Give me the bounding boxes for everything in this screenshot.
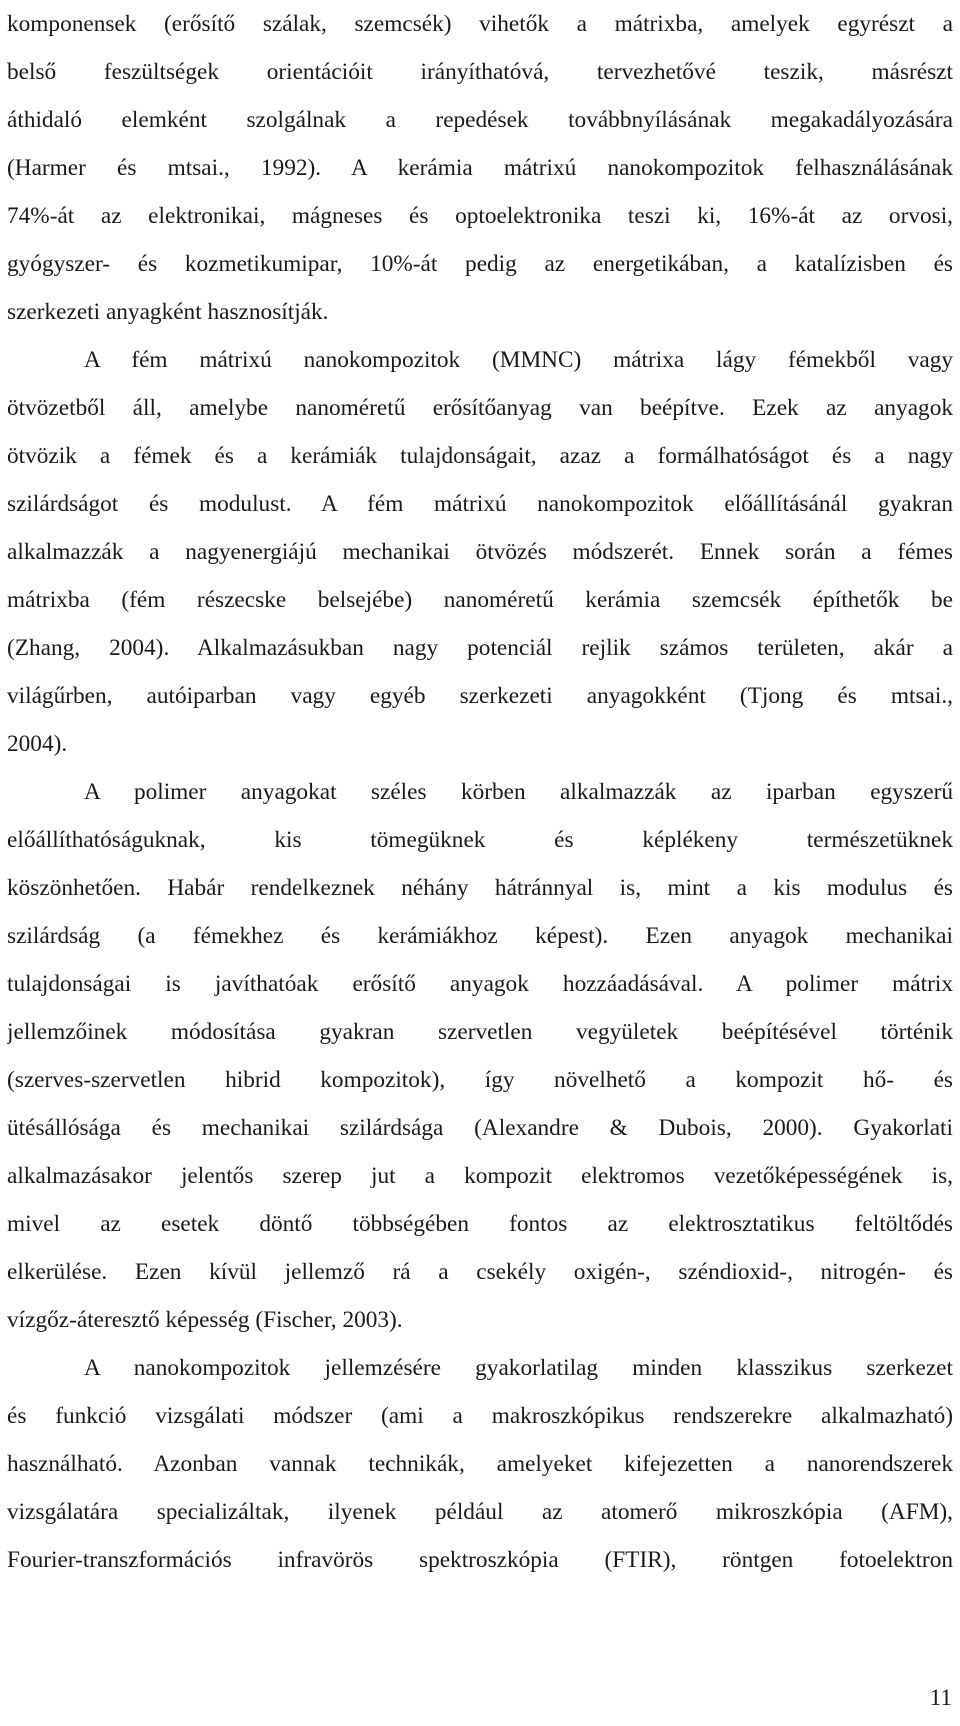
text-line: előállíthatóságuknak, kis tömegüknek és képlékeny természetüknek [7, 827, 953, 853]
body-text [7, 2, 953, 1586]
text-line: (Zhang, 2004). Alkalmazásukban nagy potenciál rejlik számos területen, akár a [7, 635, 953, 661]
text-line: alkalmazzák a nagyenergiájú mechanikai ötvözés módszerét. Ennek során a fémes [7, 539, 953, 565]
text-line: áthidaló elemként szolgálnak a repedések továbbnyílásának megakadályozására [7, 107, 953, 133]
text-line: szilárdság (a fémekhez és kerámiákhoz képest). Ezen anyagok mechanikai [7, 923, 953, 949]
text-line: használható. Azonban vannak technikák, amelyeket kifejezetten a nanorendszerek [7, 1451, 953, 1477]
text-line: 74%-át az elektronikai, mágneses és optoelektronika teszi ki, 16%-át az orvosi, [7, 203, 953, 229]
page-number: 11 [929, 1685, 952, 1711]
text-line: ötvözetből áll, amelybe nanoméretű erősítőanyag van beépítve. Ezek az anyagok [7, 395, 953, 421]
text-line: ötvözik a fémek és a kerámiák tulajdonságait, azaz a formálhatóságot és a nagy [7, 443, 953, 469]
text-line: 2004). [7, 731, 68, 757]
text-line: tulajdonságai is javíthatóak erősítő anyagok hozzáadásával. A polimer mátrix [7, 971, 953, 997]
text-line: alkalmazásakor jelentős szerep jut a kompozit elektromos vezetőképességének is, [7, 1163, 953, 1189]
text-line: A polimer anyagokat széles körben alkalmazzák az iparban egyszerű [84, 779, 953, 805]
text-line: (Harmer és mtsai., 1992). A kerámia mátrixú nanokompozitok felhasználásának [7, 155, 953, 181]
text-line: és funkció vizsgálati módszer (ami a makroszkópikus rendszerekre alkalmazható) [7, 1403, 953, 1429]
text-line: szerkezeti anyagként hasznosítják. [7, 299, 329, 325]
text-line: mivel az esetek döntő többségében fontos az elektrosztatikus feltöltődés [7, 1211, 953, 1237]
text-line: (szerves-szervetlen hibrid kompozitok), így növelhető a kompozit hő- és [7, 1067, 953, 1093]
text-line: köszönhetően. Habár rendelkeznek néhány hátránnyal is, mint a kis modulus és [7, 875, 953, 901]
text-line: vízgőz-áteresztő képesség (Fischer, 2003). [7, 1307, 403, 1333]
text-line: szilárdságot és modulust. A fém mátrixú nanokompozitok előállításánál gyakran [7, 491, 953, 517]
text-line: ütésállósága és mechanikai szilárdsága (Alexandre & Dubois, 2000). Gyakorlati [7, 1115, 953, 1141]
text-line: Fourier-transzformációs infravörös spektroszkópia (FTIR), röntgen fotoelektron [7, 1547, 953, 1573]
text-line: komponensek (erősítő szálak, szemcsék) vihetők a mátrixba, amelyek egyrészt a [7, 11, 953, 37]
text-line: A fém mátrixú nanokompozitok (MMNC) mátrixa lágy fémekből vagy [84, 347, 953, 373]
text-line: mátrixba (fém részecske belsejébe) nanoméretű kerámia szemcsék építhetők be [7, 587, 953, 613]
text-line: belső feszültségek orientációit irányíthatóvá, tervezhetővé teszik, másrészt [7, 59, 953, 85]
text-line: vizsgálatára specializáltak, ilyenek például az atomerő mikroszkópia (AFM), [7, 1499, 953, 1525]
text-line: elkerülése. Ezen kívül jellemző rá a csekély oxigén-, széndioxid-, nitrogén- és [7, 1259, 953, 1285]
text-line: jellemzőinek módosítása gyakran szervetlen vegyületek beépítésével történik [7, 1019, 953, 1045]
text-line: gyógyszer- és kozmetikumipar, 10%-át pedig az energetikában, a katalízisben és [7, 251, 953, 277]
text-line: világűrben, autóiparban vagy egyéb szerkezeti anyagokként (Tjong és mtsai., [7, 683, 953, 709]
text-line: A nanokompozitok jellemzésére gyakorlatilag minden klasszikus szerkezet [84, 1355, 953, 1381]
